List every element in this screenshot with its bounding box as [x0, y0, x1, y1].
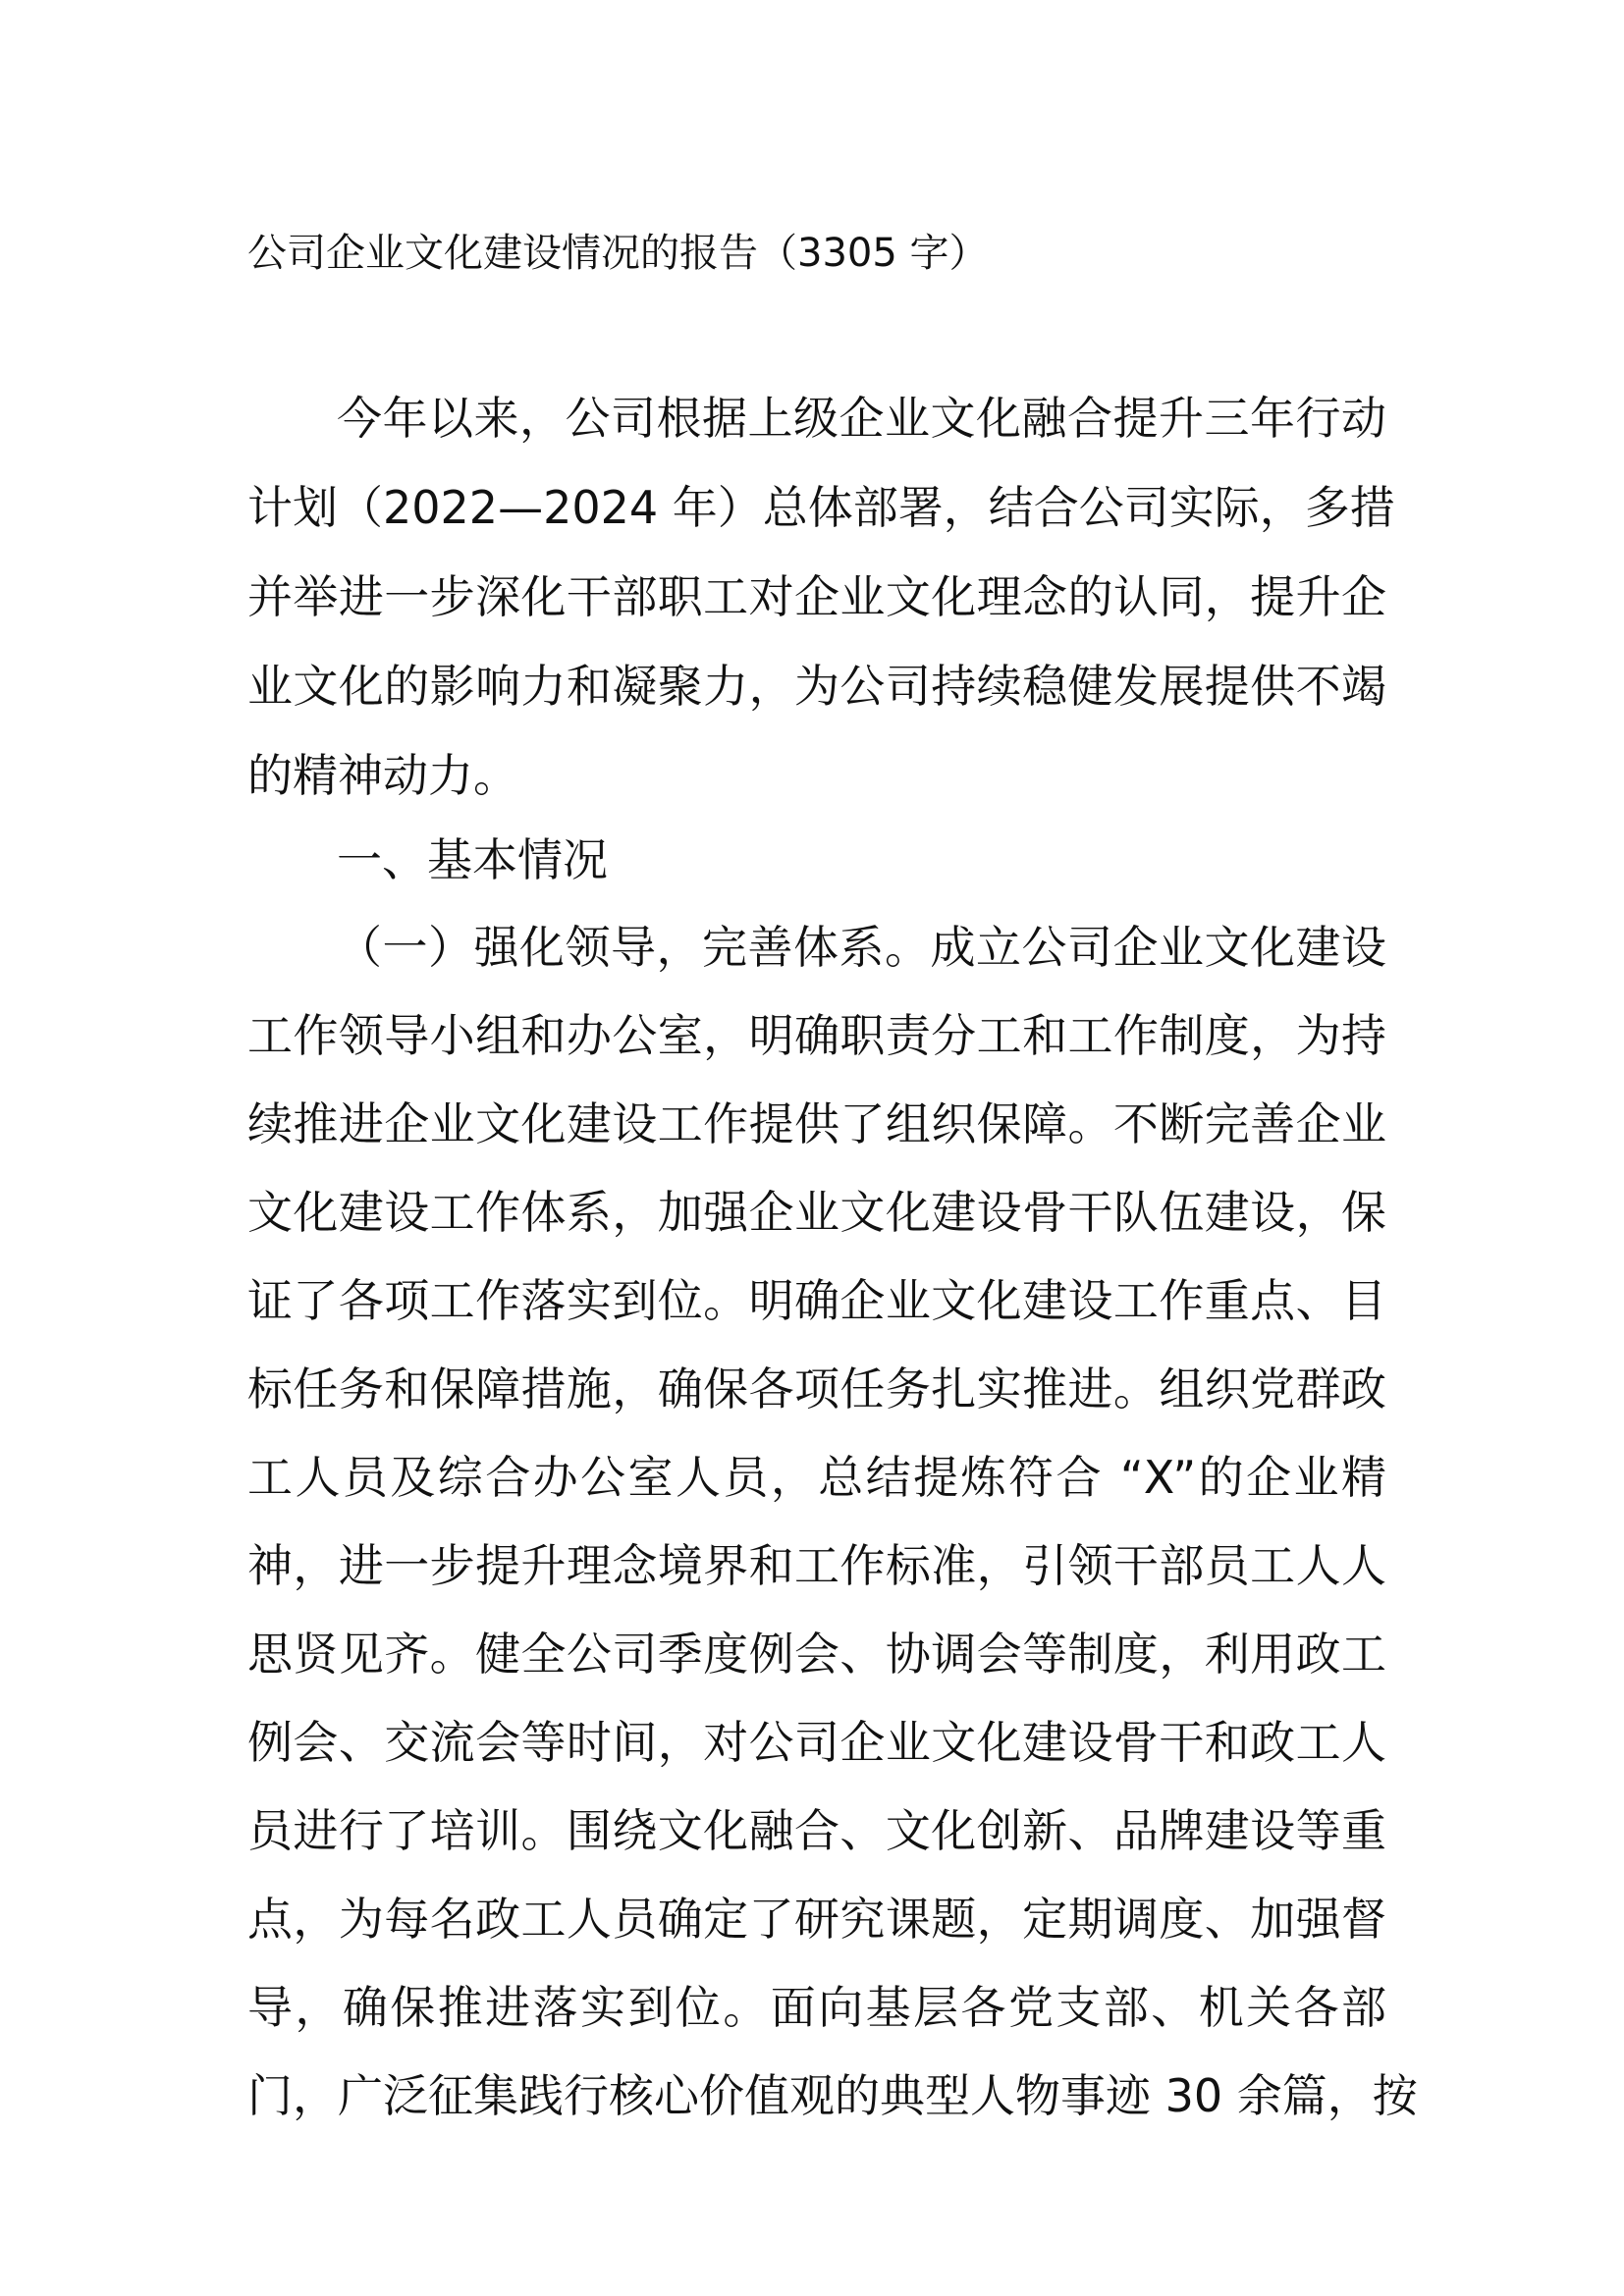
section1-line-5: 证了各项工作落实到位。明确企业文化建设工作重点、目 [247, 1274, 1386, 1327]
section1-line-1: （一）强化领导，完善体系。成立公司企业文化建设 [337, 921, 1386, 974]
section1-line-6: 标任务和保障措施，确保各项任务扎实推进。组织党群政 [247, 1362, 1386, 1415]
section1-line-13: 导，确保推进落实到位。面向基层各党支部、机关各部 [247, 1981, 1386, 2034]
intro-line-3: 并举进一步深化干部职工对企业文化理念的认同，提升企 [247, 570, 1386, 623]
section1-line-4: 文化建设工作体系，加强企业文化建设骨干队伍建设，保 [247, 1186, 1386, 1239]
section1-line-8: 神，进一步提升理念境界和工作标准，引领干部员工人人 [247, 1539, 1386, 1592]
section1-line-7: 工人员及综合办公室人员，总结提炼符合 “X”的企业精 [247, 1451, 1386, 1504]
intro-line-2: 计划（2022—2024 年）总体部署，结合公司实际，多措 [247, 481, 1395, 534]
section1-line-10: 例会、交流会等时间，对公司企业文化建设骨干和政工人 [247, 1716, 1386, 1769]
section1-line-12: 点，为每名政工人员确定了研究课题，定期调度、加强督 [247, 1893, 1386, 1946]
section1-line-3: 续推进企业文化建设工作提供了组织保障。不断完善企业 [247, 1097, 1386, 1150]
section1-line-14: 门，广泛征集践行核心价值观的典型人物事迹 30 余篇，按 [247, 2069, 1418, 2122]
section1-line-9: 思贤见齐。健全公司季度例会、协调会等制度，利用政工 [247, 1628, 1386, 1681]
intro-line-4: 业文化的影响力和凝聚力，为公司持续稳健发展提供不竭 [247, 660, 1386, 713]
section1-line-2: 工作领导小组和办公室，明确职责分工和工作制度，为持 [247, 1009, 1386, 1062]
intro-line-5: 的精神动力。 [247, 749, 518, 802]
intro-line-1: 今年以来，公司根据上级企业文化融合提升三年行动 [337, 392, 1386, 445]
section1-line-11: 员进行了培训。围绕文化融合、文化创新、品牌建设等重 [247, 1804, 1386, 1857]
section-heading: 一、基本情况 [337, 833, 608, 886]
document-title: 公司企业文化建设情况的报告（3305 字） [247, 231, 989, 276]
